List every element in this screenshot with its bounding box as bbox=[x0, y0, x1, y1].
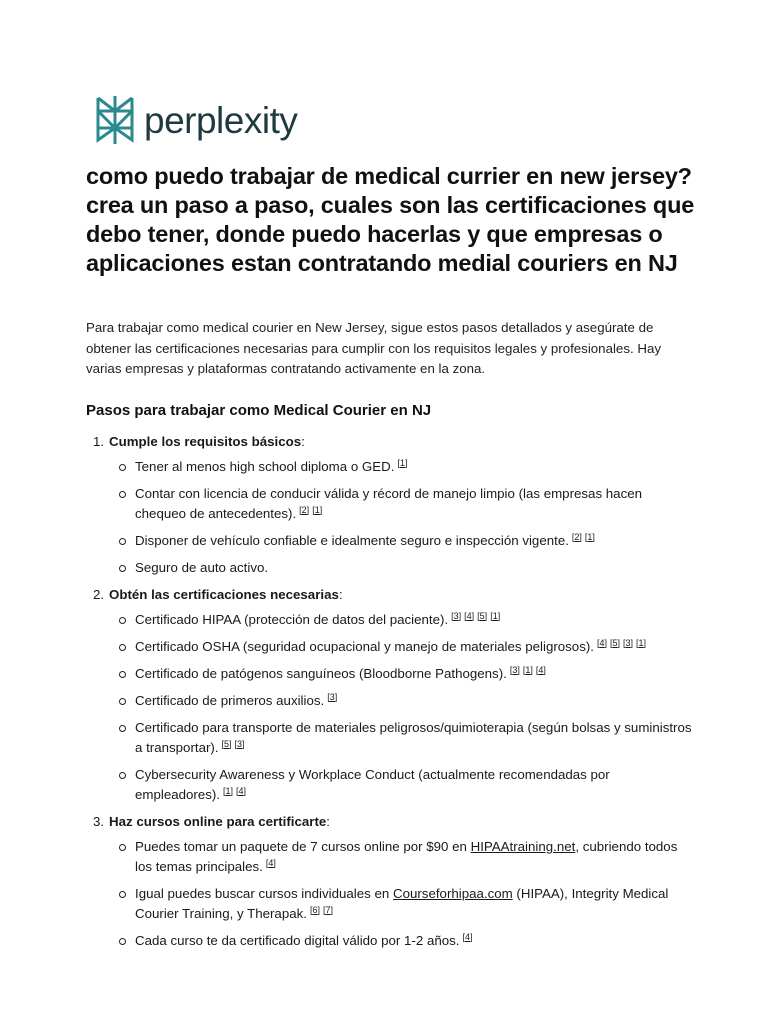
citation-link[interactable]: [1] bbox=[584, 531, 595, 542]
item-text: Certificado de primeros auxilios. bbox=[135, 693, 325, 708]
citation-link[interactable]: [4] bbox=[535, 664, 546, 675]
citation-link[interactable]: [7] bbox=[322, 904, 333, 915]
citation-link[interactable]: [1] bbox=[636, 637, 647, 648]
bullet-icon bbox=[119, 938, 126, 945]
perplexity-logo-icon bbox=[94, 94, 136, 146]
citation-link[interactable]: [3] bbox=[623, 637, 634, 648]
item-text: Certificado para transporte de materiales peligrosos/quimioterapia (según bolsas y suministros a transportar). bbox=[135, 720, 692, 755]
item-text: Certificado OSHA (seguridad ocupacional y manejo de materiales peligrosos). bbox=[135, 639, 594, 654]
list-item bbox=[135, 664, 696, 684]
list-item bbox=[135, 718, 696, 758]
citation-link[interactable]: [4] bbox=[596, 637, 607, 648]
item-text: Cybersecurity Awareness y Workplace Conduct (actualmente recomendadas por empleadores). bbox=[135, 767, 610, 802]
list-item bbox=[135, 931, 696, 951]
item-text: Contar con licencia de conducir válida y récord de manejo limpio (las empresas hacen chequeo de antecedentes). bbox=[135, 486, 643, 521]
step-colon: : bbox=[326, 814, 330, 829]
item-text: Disponer de vehículo confiable e idealmente seguro e inspección vigente. bbox=[135, 533, 569, 548]
citation-link[interactable]: [4] bbox=[464, 610, 475, 621]
step-number: 1. bbox=[93, 434, 105, 449]
list-item bbox=[135, 457, 696, 477]
list-item bbox=[135, 837, 696, 877]
citation-link[interactable]: [1] bbox=[490, 610, 501, 621]
courseforhipaa-link[interactable]: Courseforhipaa.com bbox=[392, 886, 513, 901]
bullet-icon bbox=[119, 565, 126, 572]
step-colon: : bbox=[301, 434, 305, 449]
step-title: Haz cursos online para certificarte bbox=[109, 814, 327, 829]
item-text: Igual puedes buscar cursos individuales en bbox=[135, 886, 393, 901]
bullet-icon bbox=[119, 644, 126, 651]
list-item bbox=[135, 484, 696, 524]
intro-paragraph: Para trabajar como medical courier en New Jersey, sigue estos pasos detallados y asegúrate de obtener las certificaciones necesarias para cumplir con los requisitos legales y profesionales. Hay varias empresas y plataformas contratando activamente en la zona. bbox=[86, 320, 662, 376]
bullet-icon bbox=[119, 617, 126, 624]
citation-link[interactable]: [6] bbox=[309, 904, 320, 915]
citation-link[interactable]: [4] bbox=[265, 857, 276, 868]
bullet-icon bbox=[119, 772, 126, 779]
page-title: como puedo trabajar de medical currier en new jersey? crea un paso a paso, cuales son las certificaciones que debo tener, donde puedo hacerlas y que empresas o aplicaciones estan contratando medial couriers en NJ bbox=[86, 163, 695, 276]
step-number: 2. bbox=[93, 587, 105, 602]
citation-link[interactable]: [3] bbox=[234, 738, 245, 749]
bullet-icon bbox=[119, 725, 126, 732]
item-text: Cada curso te da certificado digital válido por 1-2 años. bbox=[135, 933, 460, 948]
item-text: Puedes tomar un paquete de 7 cursos online por $90 en bbox=[135, 839, 471, 854]
citation-link[interactable]: [3] bbox=[509, 664, 520, 675]
bullet-icon bbox=[119, 698, 126, 705]
step-title: Obtén las certificaciones necesarias bbox=[109, 587, 339, 602]
list-item bbox=[135, 531, 696, 551]
step-title: Cumple los requisitos básicos bbox=[109, 434, 302, 449]
citation-link[interactable]: [1] bbox=[397, 457, 408, 468]
citation-link[interactable]: [4] bbox=[462, 931, 473, 942]
citation-link[interactable]: [1] bbox=[312, 504, 323, 515]
item-text: Certificado de patógenos sanguíneos (Bloodborne Pathogens). bbox=[135, 666, 507, 681]
citation-link[interactable]: [5] bbox=[477, 610, 488, 621]
step-3 bbox=[86, 812, 696, 951]
step-items bbox=[109, 837, 696, 951]
step-2 bbox=[86, 585, 696, 805]
citation-link[interactable]: [5] bbox=[221, 738, 232, 749]
citation-link[interactable]: [2] bbox=[571, 531, 582, 542]
list-item bbox=[135, 884, 696, 924]
citation-link[interactable]: [3] bbox=[327, 691, 338, 702]
list-item bbox=[135, 610, 696, 630]
step-number: 3. bbox=[93, 814, 105, 829]
step-items bbox=[109, 610, 696, 805]
citation-link[interactable]: [5] bbox=[610, 637, 621, 648]
citation-link[interactable]: [1] bbox=[522, 664, 533, 675]
step-colon: : bbox=[338, 587, 343, 602]
hipaatraining-link[interactable]: HIPAAtraining.net bbox=[470, 839, 576, 854]
section-heading: Pasos para trabajar como Medical Courier en NJ bbox=[86, 402, 432, 419]
list-item bbox=[135, 765, 696, 805]
bullet-icon bbox=[119, 671, 126, 678]
brand-name: perplexity bbox=[144, 99, 298, 141]
list-item bbox=[135, 691, 696, 711]
item-text: Certificado HIPAA (protección de datos del paciente). bbox=[135, 612, 449, 627]
step-items bbox=[109, 457, 696, 578]
bullet-icon bbox=[119, 491, 126, 498]
bullet-icon bbox=[119, 891, 126, 898]
item-text-cont: , cubriendo todos los temas principales. bbox=[135, 839, 678, 874]
bullet-icon bbox=[119, 464, 126, 471]
list-item bbox=[135, 637, 696, 657]
citation-link[interactable]: [2] bbox=[299, 504, 310, 515]
step-1 bbox=[86, 432, 696, 578]
citation-link[interactable]: [1] bbox=[223, 785, 234, 796]
item-text-cont: (HIPAA), Integrity Medical Courier Training, y Therapak. bbox=[135, 886, 669, 921]
brand-logo bbox=[94, 94, 297, 146]
item-text: Tener al menos high school diploma o GED. bbox=[135, 459, 395, 474]
item-text: Seguro de auto activo. bbox=[135, 560, 269, 575]
citation-link[interactable]: [3] bbox=[451, 610, 462, 621]
steps-list bbox=[86, 432, 696, 958]
bullet-icon bbox=[119, 844, 126, 851]
citation-link[interactable]: [4] bbox=[236, 785, 247, 796]
list-item bbox=[135, 558, 696, 578]
bullet-icon bbox=[119, 538, 126, 545]
